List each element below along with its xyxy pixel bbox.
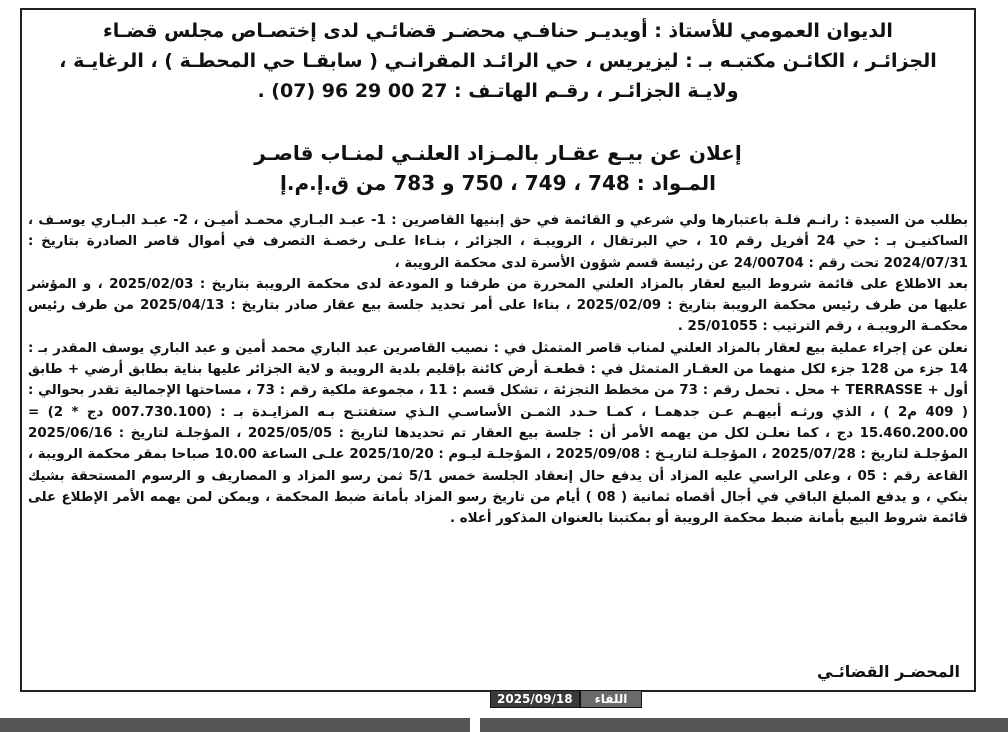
announcement-body bbox=[28, 210, 968, 529]
header-line-1: الديوان العمومي للأستاذ : أويديـر حنافـي محضـر قضائـي لدى إختصـاص مجلس قضـاء bbox=[103, 20, 893, 42]
publication-date: 2025/09/18 bbox=[490, 690, 580, 708]
office-header bbox=[36, 16, 960, 106]
announcement-box bbox=[20, 8, 976, 692]
bailiff-signature: المحضـر القضائـي bbox=[817, 662, 960, 681]
body-paragraph-request: بطلب من السيدة : رانـم فلـة باعتبارها ولي شرعي و القائمة في حق إبنيها القاصرين : 1- عبـد البـاري محمـد أميـن ، 2- عبـد البـاري يوسـف ، الساكنيـن بـ : حي 24 أفريل رقم 10 ، حي البرتقال ، الرويبـة ، الجزائر ، بنـاءا علـى رخصـة التصرف في أموال قاصر الصادرة بتاريخ : 2024/07/31 تحت رقم : 24/00704 عن رئيسة قسم شؤون الأسرة لدى محكمة الرويبة ، bbox=[28, 213, 968, 271]
body-paragraph-sale: نعلن عن إجراء عملية بيع لعقار بالمزاد العلني لمناب قاصر المتمثل في : نصيب القاصرين عبد الباري محمد أمين و عبد الباري يوسف المقدر بـ : 14 جزء من 128 جزء لكل منهما من العقـار المتمثل في : قطعـة أرض كائنة بإقليم بلدية الرويبة و لاية الجزائر عليها بناية بطابق أرضي + طابق أول + TERRASSE + محل . تحمل رقم : 73 من مخطط التجزئة ، تشكل قسم : 11 ، مجموعة ملكية رقم : 73 ، مساحتها الإجمالية تقدر بحوالي : ( 409 م2 ) ، الذي ورثـه أبيهـم عـن جدهمـا ، كمـا حـدد الثمـن الأساسـي الـذي ستفتتـح بـه المزايـدة بـ : (007.730.100 دج * 2) = 15.460.200.00 دج ، كما نعلـن لكل من يهمه الأمر أن : جلسة بيع العقار تم تحديدها لتاريخ : 2025/05/05 ، المؤجلـة لتاريخ : 2025/06/16 المؤجلـة لتاريخ : 2025/07/28 ، المؤجلـة لتاريـخ : 2025/09/08 ، المؤجلـة ليـوم : 2025/10/20 علـى الساعة 10.00 صباحا بمقر محكمة الرويبة ، القاعة رقم : 05 ، وعلى الراسي عليه المزاد أن يدفع حال إنعقاد الجلسة خمس 5/1 ثمن رسو المزاد و المصاريف و الرسوم المستحقة بشيك بنكي ، و يدفع المبلغ الباقي في أجال أقصاه ثمانية ( 08 ) أيام من تاريخ رسو المزاد بأمانة ضبط المحكمة ، ويمكن لمن يهمه الأمر الإطلاع على قائمة شروط البيع بأمانة ضبط محكمة الرويبة أو بمكتبنا بالعنوان المذكور أعلاه . bbox=[28, 340, 969, 527]
header-line-3: ولايـة الجزائـر ، رقـم الهاتـف : 27 00 29 96 (07) . bbox=[257, 80, 739, 102]
header-line-2: الجزائـر ، الكائـن مكتبـه بـ : ليزيريس ، حي الرائـد المقرانـي ( سابقـا حي المحطـة ) ، الرغايـة ، bbox=[59, 50, 937, 72]
bottom-divider-left bbox=[0, 718, 470, 732]
title-line-1: إعلان عن بيـع عقـار بالمـزاد العلنـي لمنـاب قاصـر bbox=[254, 141, 742, 165]
body-paragraph-conditions: بعد الاطلاع على قائمة شروط البيع لعقار بالمزاد العلني المحررة من طرفنا و المودعة لدى محكمة الرويبة بتاريخ : 2025/02/03 ، و المؤشر عليها من طرف رئيس محكمة الرويبة بتاريخ : 2025/02/09 ، بناءا على أمر تحديد جلسة بيع عقار صادر بتاريخ : 2025/04/13 من طرف رئيس محكمـة الرويبـة ، رقم الترتيب : 25/01055 . bbox=[28, 276, 968, 335]
announcement-title bbox=[36, 138, 960, 198]
bottom-divider-right bbox=[480, 718, 1008, 732]
newspaper-name: اللقاء bbox=[580, 690, 643, 708]
publication-strip bbox=[490, 690, 646, 708]
title-line-2: المـواد : 748 ، 749 ، 750 و 783 من ق.إ.م.إ bbox=[280, 171, 716, 195]
